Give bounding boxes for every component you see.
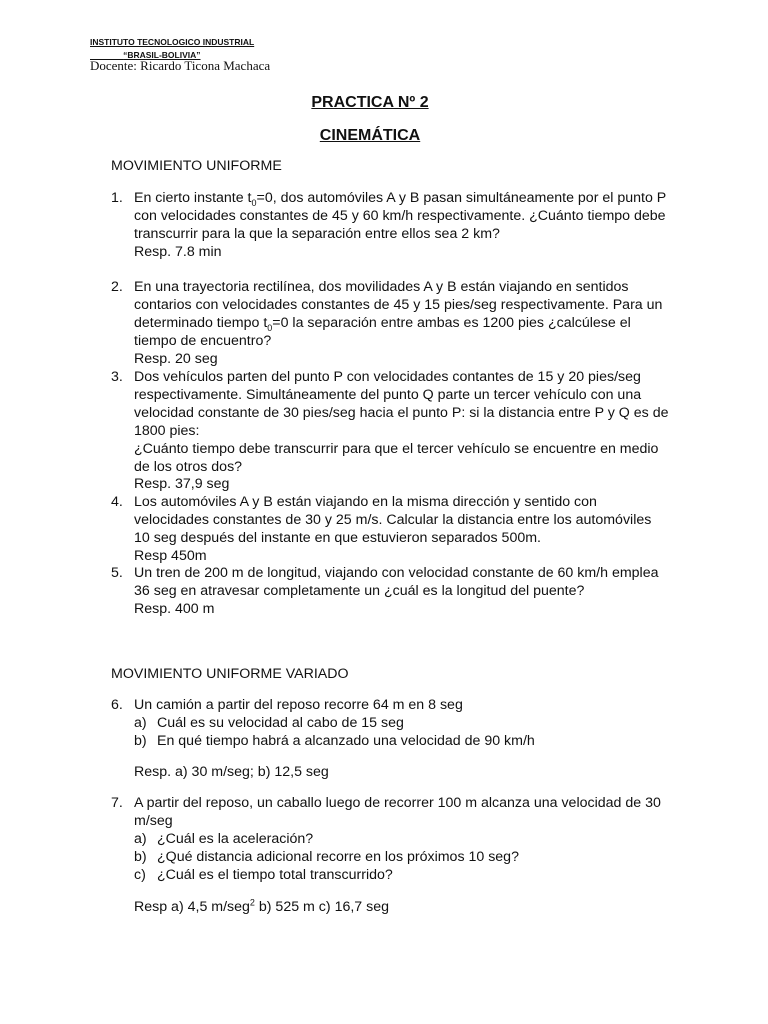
sub-question <box>134 867 671 885</box>
section-heading-variado: MOVIMIENTO UNIFORME VARIADO <box>111 666 349 682</box>
sub-question-text: En qué tiempo habrá a alcanzado una velocidad de 90 km/h <box>157 732 535 749</box>
problem-question: ¿Cuánto tiempo debe transcurrir para que el tercer vehículo se encuentre en medio de los otros dos? <box>134 440 659 475</box>
sub-question <box>134 831 671 849</box>
problem-text: A partir del reposo, un caballo luego de recorrer 100 m alcanza una velocidad de 30 m/seg <box>134 795 661 829</box>
answer: Resp. 20 seg <box>134 350 218 367</box>
subscript: 0 <box>267 322 273 333</box>
answer: Resp. 37,9 seg <box>134 476 230 493</box>
sub-question-text: ¿Cuál es la aceleración? <box>157 830 314 847</box>
problem-3 <box>111 369 671 494</box>
answer: Resp. 7.8 min <box>134 243 222 260</box>
sub-question-text: Cuál es su velocidad al cabo de 15 seg <box>157 714 404 731</box>
problem-number: 6. <box>111 697 123 713</box>
answer: Resp. 400 m <box>134 600 215 617</box>
answer: Resp 450m <box>134 547 207 564</box>
sub-question-letter: a) <box>134 714 147 731</box>
problem-text-part: =0 la separación entre ambas es 1200 pies ¿calcúlese el tiempo de encuentro? <box>134 314 631 349</box>
problem-number: 3. <box>111 369 123 385</box>
problem-number: 1. <box>111 190 123 206</box>
superscript: 2 <box>249 896 255 907</box>
subscript: 0 <box>251 197 257 208</box>
problem-4 <box>111 494 671 566</box>
problem-text: Un camión a partir del reposo recorre 64 m en 8 seg <box>134 697 463 713</box>
problem-number: 4. <box>111 494 123 510</box>
answer-part: b) 525 m c) 16,7 seg <box>254 898 389 915</box>
sub-question-text: ¿Qué distancia adicional recorre en los próximos 10 seg? <box>157 848 519 865</box>
problem-number: 2. <box>111 279 123 295</box>
problem-1 <box>111 190 671 262</box>
problem-text <box>134 279 671 351</box>
sub-question <box>134 849 671 867</box>
problem-text: Un tren de 200 m de longitud, viajando con velocidad constante de 60 km/h emplea 36 seg en atravesar completamente un ¿cuál es la longitud del puente? <box>134 565 659 599</box>
answer-part: Resp a) 4,5 m/seg <box>134 898 250 915</box>
answer: Resp. a) 30 m/seg; b) 12,5 seg <box>134 763 329 780</box>
sub-question-letter: c) <box>134 866 146 883</box>
institute-name: INSTITUTO TECNOLOGICO INDUSTRIAL <box>90 37 255 47</box>
problem-7 <box>111 795 671 916</box>
teacher-name: Docente: Ricardo Ticona Machaca <box>90 58 271 73</box>
problem-text: Los automóviles A y B están viajando en la misma dirección y sentido con velocidades constantes de 30 y 25 m/s. Calcular la distancia entre los automóviles 10 seg después del instante en que estuvieron separados 500m. <box>134 494 652 546</box>
problem-text: Dos vehículos parten del punto P con velocidades contantes de 15 y 20 pies/seg respectivamente. Simultáneamente del punto Q parte un tercer vehículo con una velocidad constante de 30 pies/seg hacia el punto P: si la distancia entre P y Q es de 1800 pies: <box>134 369 669 439</box>
sub-question-letter: b) <box>134 732 147 749</box>
problem-text <box>134 190 671 244</box>
problem-2 <box>111 279 671 369</box>
problem-text-part: En cierto instante t <box>134 190 252 206</box>
page-title: PRACTICA Nº 2 <box>311 94 429 111</box>
sub-question-letter: a) <box>134 830 147 847</box>
problem-6 <box>111 697 671 782</box>
problem-text-part: =0, dos automóviles A y B pasan simultáneamente por el punto P con velocidades constantes de 45 y 60 km/h respectivamente. ¿Cuánto tiempo debe transcurrir para la que la separación entre ellos sea 2 km? <box>134 190 666 242</box>
page-subtitle: CINEMÁTICA <box>319 127 421 144</box>
problem-number: 7. <box>111 795 123 811</box>
section-heading-uniforme: MOVIMIENTO UNIFORME <box>111 158 282 174</box>
problem-5 <box>111 565 671 619</box>
problem-text-part: En una trayectoria rectilínea, dos movilidades A y B están viajando en sentidos contarios con velocidades constantes de 45 y 15 pies/seg respectivamente. Para un determinado tiempo t <box>134 279 663 331</box>
sub-question <box>134 715 671 733</box>
school-name-text: “BRASIL-BOLIVIA” <box>123 50 201 60</box>
problem-number: 5. <box>111 565 123 581</box>
sub-question-letter: b) <box>134 848 147 865</box>
sub-question-text: ¿Cuál es el tiempo total transcurrido? <box>157 866 393 883</box>
answer <box>134 896 671 917</box>
sub-question <box>134 733 671 751</box>
